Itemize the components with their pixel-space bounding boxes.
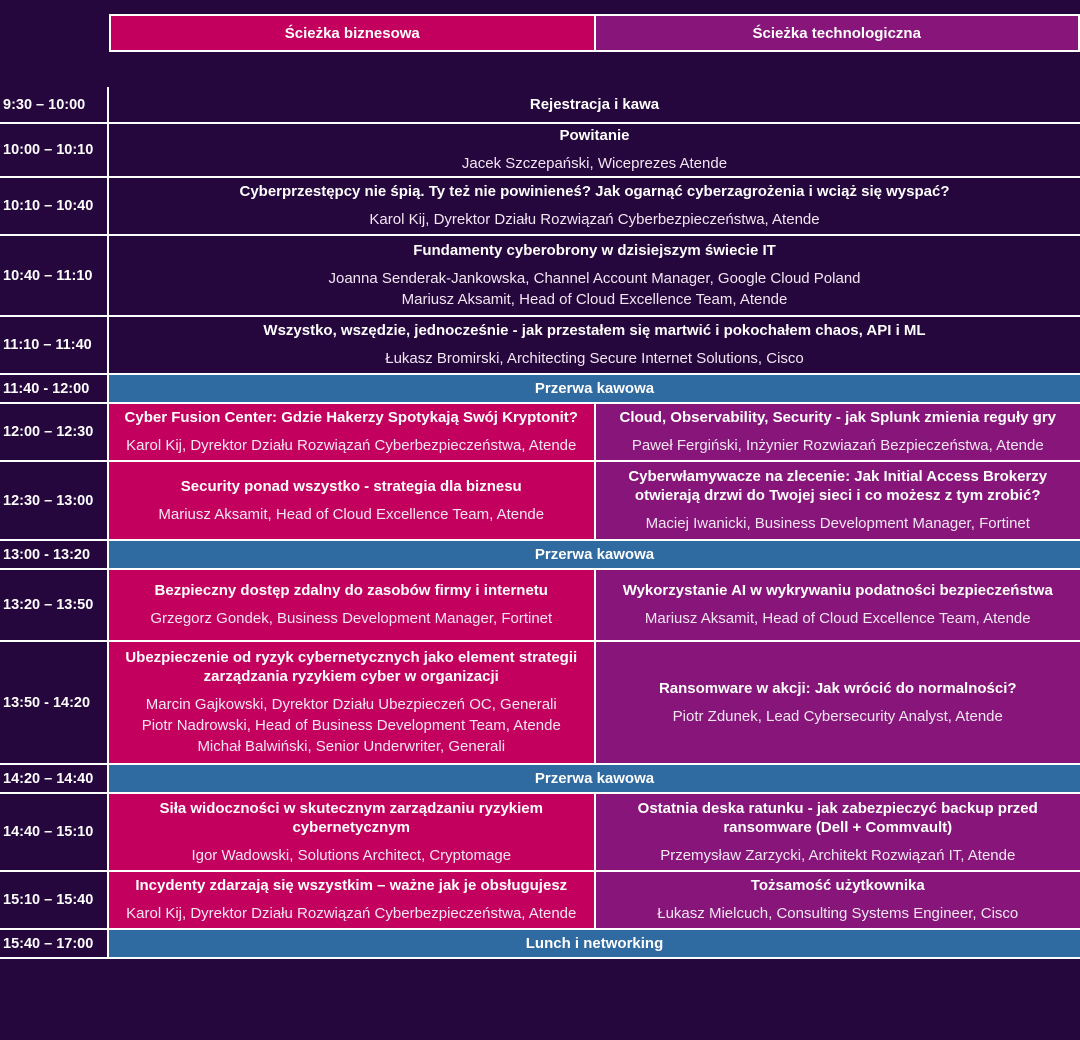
plenary-session	[109, 317, 1080, 373]
break-title: Przerwa kawowa	[534, 770, 655, 787]
track-tech-header: Ścieżka technologiczna	[596, 16, 1079, 50]
row-content	[109, 87, 1080, 122]
schedule-row	[0, 570, 1080, 642]
time-slot: 11:10 – 11:40	[0, 317, 109, 373]
plenary-session	[109, 236, 1080, 315]
time-slot: 10:40 – 11:10	[0, 236, 109, 315]
business-session	[109, 570, 596, 640]
tech-session	[596, 794, 1080, 870]
row-content	[109, 317, 1080, 373]
business-session	[109, 462, 596, 539]
session-title: Ostatnia deska ratunku - jak zabezpieczyć backup przed ransomware (Dell + Commvault)	[637, 799, 1038, 836]
session-title: Cloud, Observability, Security - jak Splunk zmienia reguły gry	[619, 409, 1056, 426]
break-slot	[109, 765, 1080, 792]
tech-session	[596, 570, 1080, 640]
session-speaker: Łukasz Bromirski, Architecting Secure Internet Solutions, Cisco	[385, 350, 804, 367]
session-title: Tożsamość użytkownika	[750, 877, 925, 894]
time-slot: 13:20 – 13:50	[0, 570, 109, 640]
row-content	[109, 541, 1080, 568]
row-content	[109, 124, 1080, 176]
schedule-row	[0, 236, 1080, 317]
row-content	[109, 794, 1080, 870]
schedule-row	[0, 872, 1080, 930]
session-speaker: Marcin Gajkowski, Dyrektor Działu Ubezpieczeń OC, Generali	[145, 696, 557, 713]
row-content	[109, 642, 1080, 763]
plenary-session	[109, 87, 1080, 122]
session-title: Wykorzystanie AI w wykrywaniu podatności bezpieczeństwa	[622, 582, 1053, 599]
schedule-row	[0, 930, 1080, 959]
session-speaker: Joanna Senderak-Jankowska, Channel Account Manager, Google Cloud Poland	[328, 270, 861, 287]
business-session	[109, 404, 596, 460]
session-speaker: Mariusz Aksamit, Head of Cloud Excellence Team, Atende	[401, 291, 788, 308]
tech-session	[596, 642, 1080, 763]
time-slot: 10:10 – 10:40	[0, 178, 109, 234]
time-slot: 9:30 – 10:00	[0, 87, 109, 122]
time-slot: 14:20 – 14:40	[0, 765, 109, 792]
session-title: Ransomware w akcji: Jak wrócić do normalności?	[658, 679, 1017, 697]
session-title: Cyberwłamywacze na zlecenie: Jak Initial Access Brokerzy otwierają drzwi do Twojej sieci i co możesz z tym zrobić?	[628, 468, 1048, 504]
schedule-row	[0, 642, 1080, 765]
session-speaker: Grzegorz Gondek, Business Development Manager, Fortinet	[150, 610, 553, 627]
row-content	[109, 930, 1080, 957]
schedule-row	[0, 124, 1080, 178]
plenary-session	[109, 178, 1080, 234]
break-slot	[109, 541, 1080, 568]
time-slot: 14:40 – 15:10	[0, 794, 109, 870]
session-title: Bezpieczny dostęp zdalny do zasobów firmy i internetu	[154, 582, 548, 599]
row-content	[109, 462, 1080, 539]
row-content	[109, 570, 1080, 640]
session-speaker: Piotr Nadrowski, Head of Business Development Team, Atende	[141, 717, 561, 734]
schedule-row	[0, 765, 1080, 794]
session-speaker: Karol Kij, Dyrektor Działu Rozwiązań Cyberbezpieczeństwa, Atende	[126, 437, 577, 454]
business-session	[109, 642, 596, 763]
session-speaker: Maciej Iwanicki, Business Development Manager, Fortinet	[645, 515, 1030, 532]
schedule-row	[0, 375, 1080, 404]
plenary-session	[109, 124, 1080, 176]
tech-session	[596, 404, 1080, 460]
session-speaker: Karol Kij, Dyrektor Działu Rozwiązań Cyberbezpieczeństwa, Atende	[126, 905, 577, 922]
session-title: Security ponad wszystko - strategia dla biznesu	[180, 477, 522, 495]
session-speaker: Igor Wadowski, Solutions Architect, Cryptomage	[191, 846, 512, 864]
row-content	[109, 375, 1080, 402]
time-slot: 12:00 – 12:30	[0, 404, 109, 460]
session-speaker: Piotr Zdunek, Lead Cybersecurity Analyst, Atende	[672, 707, 1003, 725]
session-speaker: Jacek Szczepański, Wiceprezes Atende	[461, 155, 728, 172]
break-title: Lunch i networking	[525, 935, 664, 952]
time-slot: 10:00 – 10:10	[0, 124, 109, 176]
session-title: Ubezpieczenie od ryzyk cybernetycznych jako element strategii zarządzania ryzykiem cyber w organizacji	[125, 649, 578, 685]
session-speaker: Michał Balwiński, Senior Underwriter, Generali	[197, 738, 506, 755]
schedule-row	[0, 87, 1080, 124]
session-speaker: Przemysław Zarzycki, Architekt Rozwiązań IT, Atende	[660, 846, 1016, 864]
session-title: Cyber Fusion Center: Gdzie Hakerzy Spotykają Swój Kryptonit?	[124, 409, 578, 426]
session-speaker: Mariusz Aksamit, Head of Cloud Excellence Team, Atende	[158, 505, 545, 523]
time-slot: 12:30 – 13:00	[0, 462, 109, 539]
session-title: Siła widoczności w skutecznym zarządzaniu ryzykiem cybernetycznym	[159, 799, 543, 836]
session-title: Powitanie	[559, 127, 630, 144]
session-speaker: Karol Kij, Dyrektor Działu Rozwiązań Cyberbezpieczeństwa, Atende	[369, 211, 820, 228]
tech-session	[596, 462, 1080, 539]
break-slot	[109, 375, 1080, 402]
session-title: Cyberprzestępcy nie śpią. Ty też nie powinieneś? Jak ogarnąć cyberzagrożenia i wciąż się wyspać?	[239, 183, 950, 200]
row-content	[109, 236, 1080, 315]
row-content	[109, 404, 1080, 460]
session-title: Rejestracja i kawa	[529, 96, 660, 113]
schedule-table	[0, 87, 1080, 959]
break-title: Przerwa kawowa	[534, 546, 655, 563]
row-content	[109, 178, 1080, 234]
session-title: Wszystko, wszędzie, jednocześnie - jak przestałem się martwić i pokochałem chaos, API i ML	[263, 322, 926, 339]
break-slot	[109, 930, 1080, 957]
time-slot: 11:40 - 12:00	[0, 375, 109, 402]
schedule-row	[0, 462, 1080, 541]
time-slot: 15:10 – 15:40	[0, 872, 109, 928]
session-title: Incydenty zdarzają się wszystkim – ważne jak je obsługujesz	[135, 877, 568, 894]
schedule-row	[0, 541, 1080, 570]
row-content	[109, 872, 1080, 928]
track-business-header: Ścieżka biznesowa	[111, 16, 596, 50]
track-header	[109, 14, 1080, 52]
time-slot: 15:40 – 17:00	[0, 930, 109, 957]
schedule-row	[0, 317, 1080, 375]
schedule-row	[0, 178, 1080, 236]
session-speaker: Mariusz Aksamit, Head of Cloud Excellence Team, Atende	[644, 610, 1031, 627]
time-slot: 13:50 - 14:20	[0, 642, 109, 763]
schedule-row	[0, 404, 1080, 462]
schedule-row	[0, 794, 1080, 872]
business-session	[109, 794, 596, 870]
session-title: Fundamenty cyberobrony w dzisiejszym świecie IT	[413, 242, 776, 259]
business-session	[109, 872, 596, 928]
session-speaker: Łukasz Mielcuch, Consulting Systems Engineer, Cisco	[657, 905, 1019, 922]
time-slot: 13:00 - 13:20	[0, 541, 109, 568]
break-title: Przerwa kawowa	[534, 380, 655, 397]
session-speaker: Paweł Fergiński, Inżynier Rozwiazań Bezpieczeństwa, Atende	[631, 437, 1044, 454]
tech-session	[596, 872, 1080, 928]
row-content	[109, 765, 1080, 792]
